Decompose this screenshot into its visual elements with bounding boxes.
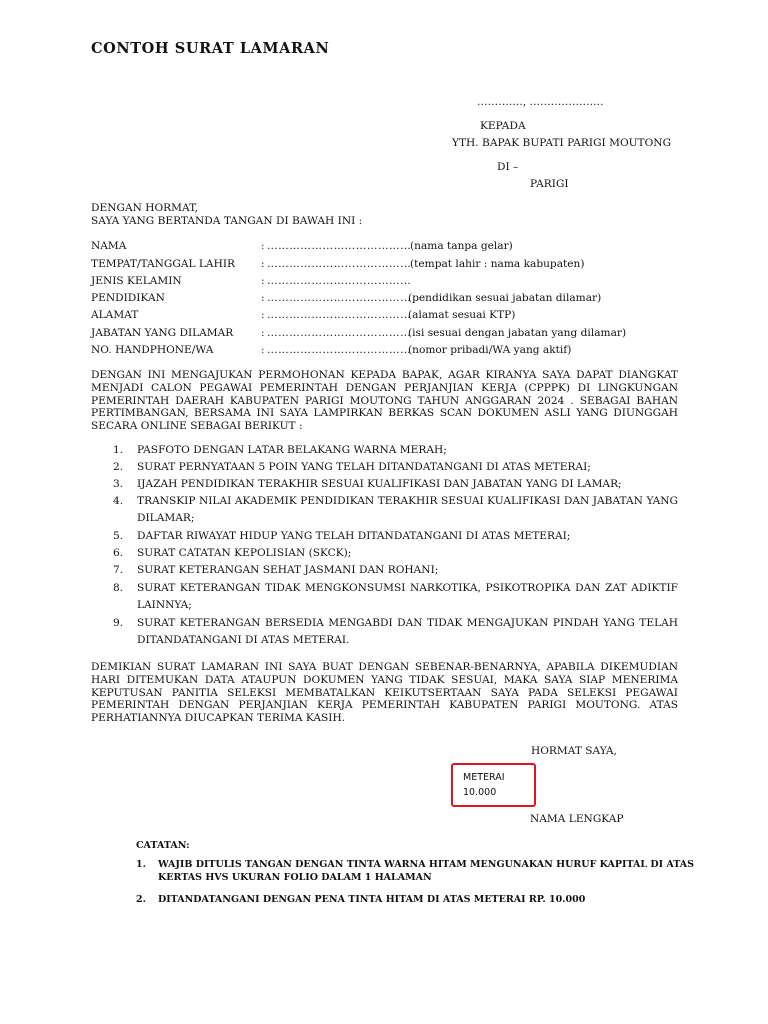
place-date: …………., ………………… — [477, 96, 604, 108]
intro-line: SAYA YANG BERTANDA TANGAN DI BAWAH INI : — [91, 215, 363, 227]
field-label: JENIS KELAMIN — [91, 275, 182, 287]
recipient-city: PARIGI — [530, 178, 569, 190]
list-text: DAFTAR RIWAYAT HIDUP YANG TELAH DITANDATANGANI DI ATAS METERAI; — [137, 530, 571, 542]
list-item — [113, 562, 678, 579]
field-colon: : — [261, 292, 265, 304]
field-hint: (isi sesuai dengan jabatan yang dilamar) — [408, 327, 627, 339]
list-item — [113, 476, 678, 493]
list-number: 7. — [113, 564, 124, 576]
field-hint: (nama tanpa gelar) — [410, 240, 513, 252]
stamp-label: METERAI — [463, 772, 505, 783]
note-text: WAJIB DITULIS TANGAN DENGAN TINTA WARNA HITAM MENGUNAKAN HURUF KAPITAL DI ATAS KERTAS HVS UKURAN FOLIO DALAM 1 HALAMAN — [158, 859, 695, 883]
list-number: 5. — [113, 530, 124, 542]
recipient-to: KEPADA — [480, 120, 526, 132]
list-text: SURAT CATATAN KEPOLISIAN (SKCK); — [137, 547, 352, 559]
list-number: 4. — [113, 495, 124, 507]
field-hint: (tempat lahir : nama kabupaten) — [410, 258, 585, 270]
field-label: NO. HANDPHONE/WA — [91, 344, 214, 356]
list-number: 2. — [113, 461, 124, 473]
field-hint: (pendidikan sesuai jabatan dilamar) — [408, 292, 602, 304]
list-text: SURAT KETERANGAN TIDAK MENGKONSUMSI NARKOTIKA, PSIKOTROPIKA DAN ZAT ADIKTIF LAINNYA; — [137, 582, 678, 612]
list-item — [113, 493, 678, 528]
field-label: TEMPAT/TANGGAL LAHIR — [91, 258, 235, 270]
field-blank: ………………………………… — [267, 240, 412, 252]
list-text: SURAT PERNYATAAN 5 POIN YANG TELAH DITANDATANGANI DI ATAS METERAI; — [137, 461, 591, 473]
greeting: DENGAN HORMAT, — [91, 202, 198, 214]
body-paragraph: DENGAN INI MENGAJUKAN PERMOHONAN KEPADA BAPAK, AGAR KIRANYA SAYA DAPAT DIANGKAT MENJADI CALON PEGAWAI PEMERINTAH DENGAN PERJANJIAN KERJA (CPPPK) DI LINGKUNGAN PEMERINTAH DAERAH KABUPATEN PARIGI MOUTONG TAHUN ANGGARAN 2024 . SEBAGAI BAHAN PERTIMBANGAN, BERSAMA INI SAYA LAMPIRKAN BERKAS SCAN DOKUMEN ASLI YANG DIUNGGAH SECARA ONLINE SEBAGAI BERIKUT : — [91, 369, 678, 433]
note-text: DITANDATANGANI DENGAN PENA TINTA HITAM DI ATAS METERAI RP. 10.000 — [158, 894, 586, 905]
field-blank: ………………………………… — [267, 292, 412, 304]
field-label: JABATAN YANG DILAMAR — [91, 327, 234, 339]
list-item — [113, 528, 678, 545]
list-number: 9. — [113, 617, 124, 629]
list-number: 6. — [113, 547, 124, 559]
list-text: SURAT KETERANGAN BERSEDIA MENGABDI DAN TIDAK MENGAJUKAN PINDAH YANG TELAH DITANDATANGANI DI ATAS METERAI. — [137, 617, 678, 647]
list-item — [113, 615, 678, 650]
list-text: PASFOTO DENGAN LATAR BELAKANG WARNA MERAH; — [137, 444, 447, 456]
field-colon: : — [261, 240, 265, 252]
list-item — [113, 580, 678, 615]
list-item — [113, 459, 678, 476]
field-label: PENDIDIKAN — [91, 292, 165, 304]
note-number: 2. — [136, 894, 146, 905]
list-number: 1. — [113, 444, 124, 456]
field-colon: : — [261, 309, 265, 321]
note-item — [136, 859, 703, 884]
closing-paragraph: DEMIKIAN SURAT LAMARAN INI SAYA BUAT DENGAN SEBENAR-BENARNYA, APABILA DIKEMUDIAN HARI DITEMUKAN DATA ATAUPUN DOKUMEN YANG TIDAK SESUAI, MAKA SAYA SIAP MENERIMA KEPUTUSAN PANITIA SELEKSI MEMBATALKAN KEIKUTSERTAAN SAYA PADA SELEKSI PEGAWAI PEMERINTAH DENGAN PERJANJIAN KERJA PEMERINTAH KABUPATEN PARIGI MOUTONG. ATAS PERHATIANNYA DIUCAPKAN TERIMA KASIH. — [91, 661, 678, 725]
signature-salutation: HORMAT SAYA, — [531, 745, 617, 757]
field-colon: : — [261, 258, 265, 270]
field-hint: (nomor pribadi/WA yang aktif) — [408, 344, 572, 356]
recipient-di: DI – — [497, 161, 519, 173]
signature-name: NAMA LENGKAP — [530, 813, 624, 825]
field-blank: ………………………………… — [267, 275, 412, 287]
field-colon: : — [261, 275, 265, 287]
list-number: 3. — [113, 478, 124, 490]
list-item — [113, 545, 678, 562]
field-colon: : — [261, 327, 265, 339]
note-item — [136, 894, 703, 907]
list-item — [113, 442, 678, 459]
notes-heading: CATATAN: — [136, 840, 190, 851]
note-number: 1. — [136, 859, 146, 870]
list-text: IJAZAH PENDIDIKAN TERAKHIR SESUAI KUALIFIKASI DAN JABATAN YANG DI LAMAR; — [137, 478, 622, 490]
list-number: 8. — [113, 582, 124, 594]
field-blank: ………………………………… — [267, 258, 412, 270]
list-text: SURAT KETERANGAN SEHAT JASMANI DAN ROHANI; — [137, 564, 439, 576]
field-label: NAMA — [91, 240, 127, 252]
field-blank: ………………………………… — [267, 344, 412, 356]
recipient-addressee: YTH. BAPAK BUPATI PARIGI MOUTONG — [452, 137, 672, 149]
document-title: CONTOH SURAT LAMARAN — [91, 40, 330, 57]
list-text: TRANSKIP NILAI AKADEMIK PENDIDIKAN TERAKHIR SESUAI KUALIFIKASI DAN JABATAN YANG DILAMAR; — [137, 495, 678, 525]
field-blank: ………………………………… — [267, 309, 412, 321]
stamp-value: 10.000 — [463, 787, 497, 798]
field-blank: ………………………………… — [267, 327, 412, 339]
field-colon: : — [261, 344, 265, 356]
field-label: ALAMAT — [91, 309, 139, 321]
field-hint: (alamat sesuai KTP) — [408, 309, 516, 321]
meterai-stamp-box — [451, 763, 536, 807]
